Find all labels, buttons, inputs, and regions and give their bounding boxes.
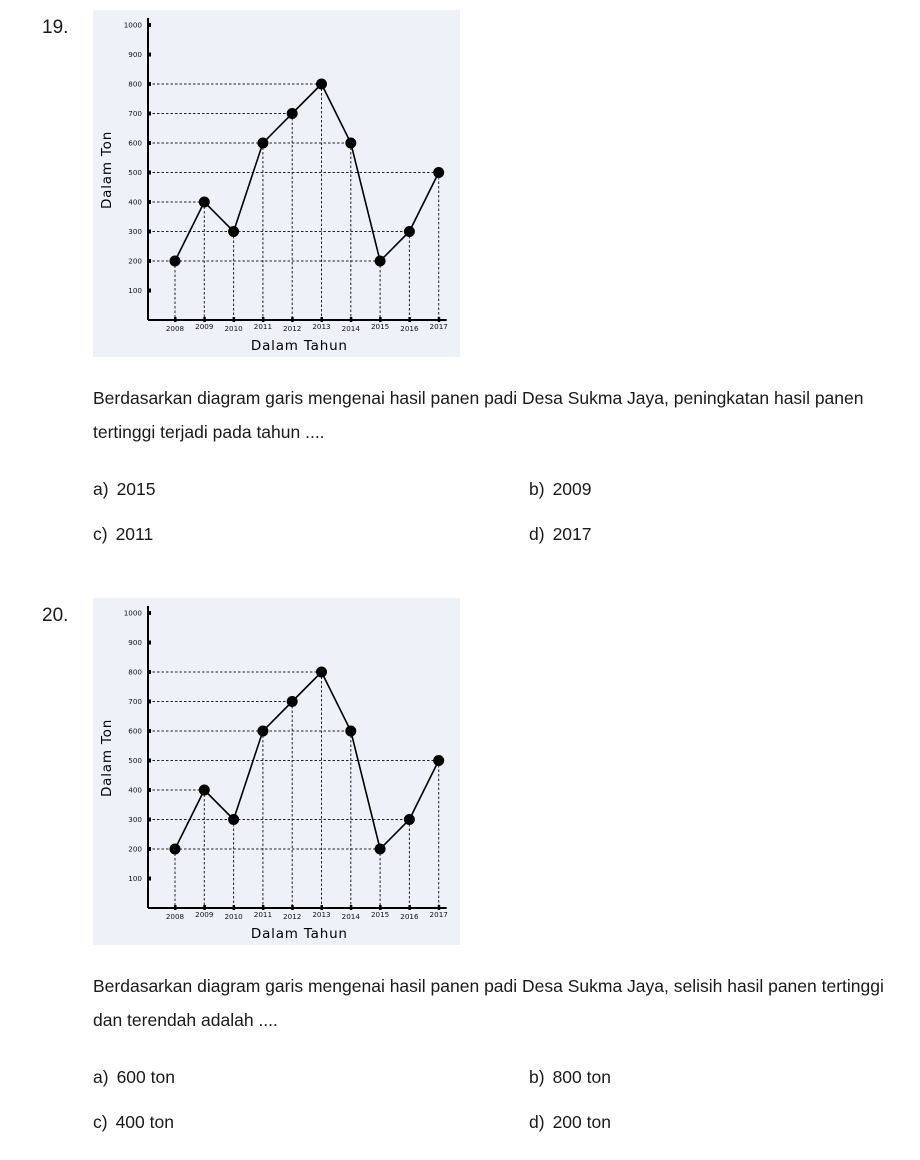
option-text: 200 ton (552, 1112, 611, 1132)
option-text: 400 ton (115, 1112, 174, 1132)
data-point (316, 79, 327, 90)
question-text: Berdasarkan diagram garis mengenai hasil panen padi Desa Sukma Jaya, peningkatan hasil panen tertinggi terjadi pada tahun .... (93, 388, 864, 442)
y-tick-label: 300 (128, 815, 142, 824)
data-point (375, 844, 386, 855)
x-tick (291, 905, 294, 910)
x-tick-label: 2013 (312, 910, 331, 919)
x-tick-label: 2012 (283, 324, 302, 333)
y-tick (147, 112, 151, 116)
x-axis-label: Dalam Tahun (250, 338, 348, 354)
data-point (404, 226, 415, 237)
x-tick-label: 2011 (253, 910, 273, 919)
x-tick (174, 317, 177, 322)
option-letter: a) (93, 1067, 109, 1087)
y-tick-label: 1000 (123, 608, 142, 618)
x-tick-label: 2008 (165, 912, 185, 921)
option-text: 2017 (552, 524, 592, 544)
y-tick (147, 230, 151, 234)
option-letter: a) (93, 479, 109, 499)
x-tick-label: 2012 (283, 912, 302, 921)
y-tick (147, 200, 151, 204)
y-tick (147, 877, 151, 881)
x-tick-label: 2014 (341, 912, 360, 921)
y-tick-label: 700 (128, 109, 142, 118)
data-point (199, 197, 210, 208)
option-text: 2009 (552, 479, 592, 499)
option-c[interactable] (93, 1112, 174, 1133)
option-text: 800 ton (552, 1067, 611, 1087)
option-letter: c) (93, 524, 108, 544)
data-point (228, 226, 239, 237)
y-tick-label: 300 (128, 227, 142, 236)
y-tick (147, 611, 151, 615)
option-letter: c) (93, 1112, 108, 1132)
x-tick (233, 317, 236, 322)
y-tick (147, 289, 151, 293)
data-point (345, 138, 356, 149)
data-point (228, 814, 239, 825)
data-point (287, 696, 298, 707)
x-axis-label: Dalam Tahun (250, 926, 348, 942)
y-tick (147, 847, 151, 851)
option-a[interactable] (93, 479, 156, 500)
x-tick (174, 905, 177, 910)
line-chart-panel (93, 598, 460, 945)
x-tick-label: 2009 (195, 910, 214, 919)
x-tick (350, 905, 353, 910)
y-tick (147, 641, 151, 645)
y-tick (147, 759, 151, 763)
y-tick (147, 700, 151, 704)
y-tick (147, 53, 151, 57)
y-tick (147, 259, 151, 263)
x-tick (350, 317, 353, 322)
data-point (170, 844, 181, 855)
y-tick (147, 788, 151, 792)
line-chart-panel (93, 10, 460, 357)
option-d[interactable] (529, 524, 592, 545)
data-point (345, 726, 356, 737)
y-tick-label: 800 (128, 667, 142, 677)
y-tick-label: 200 (128, 256, 142, 266)
question-19 (0, 0, 920, 572)
y-tick (147, 141, 151, 145)
y-tick-label: 200 (128, 844, 142, 854)
option-text: 2015 (116, 479, 156, 499)
y-tick-label: 500 (128, 756, 142, 765)
data-point (375, 256, 386, 267)
data-point (404, 814, 415, 825)
x-tick (408, 905, 411, 910)
data-point (257, 726, 268, 737)
x-tick-label: 2015 (370, 910, 390, 919)
y-axis-label: Dalam Ton (99, 718, 115, 798)
option-a[interactable] (93, 1067, 175, 1088)
question-20 (0, 588, 920, 1160)
y-tick (147, 818, 151, 822)
y-tick-label: 400 (128, 197, 142, 207)
option-b[interactable] (529, 479, 592, 500)
option-c[interactable] (93, 524, 153, 545)
x-tick-label: 2010 (224, 324, 243, 333)
y-tick-label: 700 (128, 697, 142, 706)
x-tick-label: 2008 (165, 324, 185, 333)
option-text: 600 ton (116, 1067, 175, 1087)
data-point (287, 108, 298, 119)
x-tick (408, 317, 411, 322)
x-tick (291, 317, 294, 322)
y-tick (147, 729, 151, 733)
line-chart (93, 10, 460, 357)
question-number: 20. (42, 605, 69, 626)
option-letter: b) (529, 479, 545, 499)
y-tick-label: 400 (128, 785, 142, 795)
y-tick (147, 670, 151, 674)
y-tick-label: 100 (128, 874, 142, 883)
data-point (257, 138, 268, 149)
x-tick (233, 905, 236, 910)
y-axis-label: Dalam Ton (99, 130, 115, 210)
y-tick-label: 600 (128, 726, 142, 736)
data-point (316, 667, 327, 678)
x-tick-label: 2017 (429, 910, 448, 919)
y-tick-label: 800 (128, 79, 142, 89)
y-tick-label: 1000 (123, 20, 142, 30)
x-tick-label: 2011 (253, 322, 273, 331)
option-letter: d) (529, 524, 545, 544)
option-letter: d) (529, 1112, 545, 1132)
data-point (433, 755, 444, 766)
x-tick-label: 2017 (429, 322, 448, 331)
option-d[interactable] (529, 1112, 611, 1133)
y-tick-label: 500 (128, 168, 142, 177)
data-point (170, 256, 181, 267)
option-text: 2011 (115, 524, 154, 544)
option-b[interactable] (529, 1067, 611, 1088)
question-number: 19. (42, 17, 69, 38)
y-tick-label: 600 (128, 138, 142, 148)
x-tick-label: 2016 (400, 324, 419, 333)
y-tick-label: 100 (128, 286, 142, 295)
data-point (433, 167, 444, 178)
line-chart (93, 598, 460, 945)
y-tick (147, 23, 151, 27)
x-tick-label: 2013 (312, 322, 331, 331)
y-tick-label: 900 (128, 50, 142, 59)
option-letter: b) (529, 1067, 545, 1087)
data-point (199, 785, 210, 796)
x-tick-label: 2014 (341, 324, 360, 333)
x-tick-label: 2009 (195, 322, 214, 331)
y-tick (147, 171, 151, 175)
y-tick (147, 82, 151, 86)
y-tick-label: 900 (128, 638, 142, 647)
x-tick-label: 2016 (400, 912, 419, 921)
question-text: Berdasarkan diagram garis mengenai hasil panen padi Desa Sukma Jaya, selisih hasil panen tertinggi dan terendah adalah .... (93, 976, 884, 1030)
x-tick-label: 2010 (224, 912, 243, 921)
x-tick-label: 2015 (370, 322, 390, 331)
